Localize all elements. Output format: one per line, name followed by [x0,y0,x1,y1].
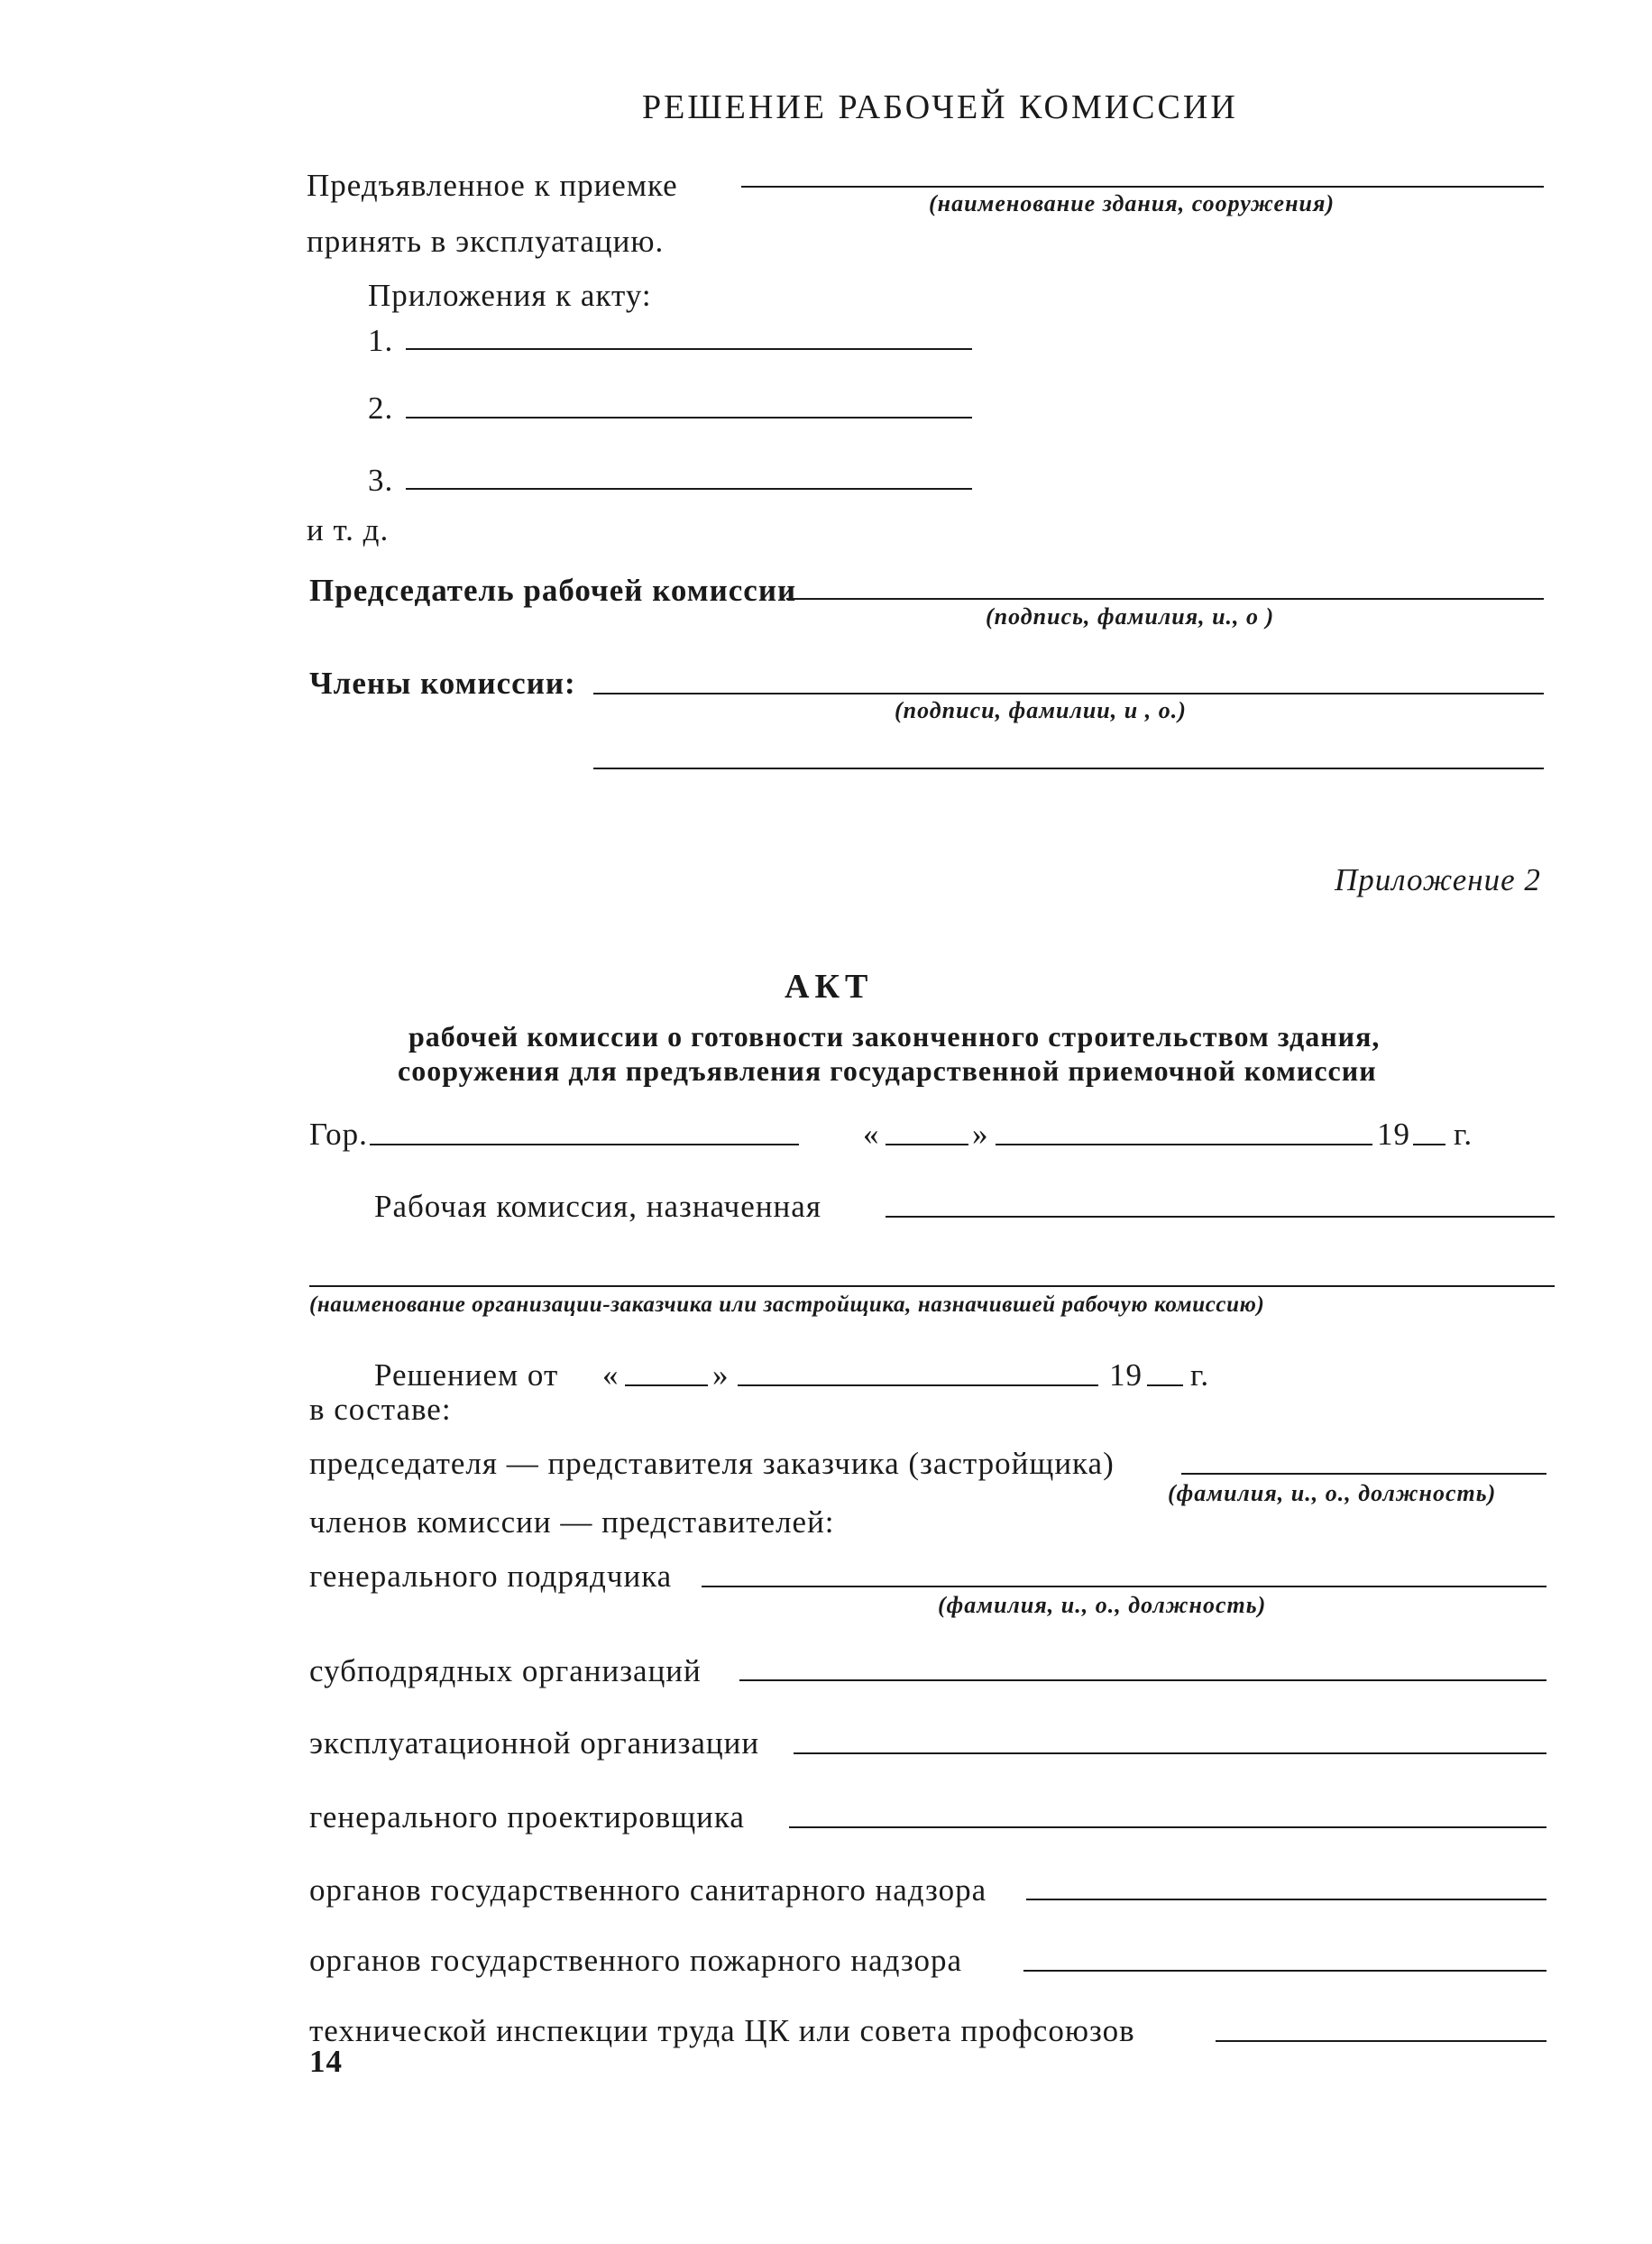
operating-org-field[interactable] [794,1752,1546,1754]
quote-open: « [863,1117,880,1152]
fire-label: органов государственного пожарного надзора [309,1943,963,1978]
members-label: Члены комиссии: [309,666,576,701]
composition-label: в составе: [309,1392,452,1427]
month-field[interactable] [996,1144,1372,1145]
page-number: 14 [309,2044,343,2079]
quote-close: » [712,1357,730,1393]
attachment-number: 2. [368,391,394,426]
etc-text: и т. д. [307,512,390,547]
chairman-caption: (подпись, фамилия, и., о ) [986,603,1275,630]
decision-month-field[interactable] [738,1384,1098,1386]
commission-appointed-field[interactable] [886,1216,1555,1218]
chairman-rep-caption: (фамилия, и., о., должность) [1168,1480,1497,1506]
year-prefix: 19 [1109,1357,1143,1393]
subcontractors-label: субподрядных организаций [309,1653,702,1688]
city-label: Гор. [309,1117,368,1152]
year-prefix: 19 [1377,1117,1410,1152]
general-designer-field[interactable] [789,1826,1546,1828]
city-field[interactable] [370,1144,799,1145]
decision-day-field[interactable] [625,1384,708,1386]
attachment-field-3[interactable] [406,488,972,490]
accept-text: принять в эксплуатацию. [307,224,665,259]
decision-from-label: Решением от [374,1357,559,1393]
members-signature-field-1[interactable] [593,693,1544,694]
fire-field[interactable] [1023,1970,1546,1972]
labor-inspection-label: технической инспекции труда ЦК или совета профсоюзов [309,2013,1135,2048]
members-caption: (подписи, фамилии, и , о.) [895,697,1187,723]
quote-close: » [972,1117,989,1152]
sanitary-label: органов государственного санитарного надзора [309,1872,987,1908]
presented-caption: (наименование здания, сооружения) [929,190,1335,216]
year-suffix: г. [1454,1117,1473,1152]
chairman-rep-label: председателя — представителя заказчика (застройщика) [309,1446,1115,1481]
general-contractor-caption: (фамилия, и., о., должность) [938,1592,1267,1618]
act-subtitle-line-2: сооружения для предъявления государственной приемочной комиссии [398,1054,1377,1087]
chairman-signature-field[interactable] [786,598,1544,600]
attachment-field-2[interactable] [406,417,972,418]
year-suffix: г. [1190,1357,1210,1393]
general-contractor-label: генерального подрядчика [309,1559,673,1594]
commission-label: Рабочая комиссия, назначенная [374,1189,821,1224]
members-reps-label: членов комиссии — представителей: [309,1504,835,1540]
attachments-label: Приложения к акту: [368,278,652,313]
organization-field[interactable] [309,1285,1555,1287]
quote-open: « [602,1357,620,1393]
organization-caption: (наименование организации-заказчика или застройщика, назначившей рабочую комиссию) [309,1292,1265,1317]
attachment-field-1[interactable] [406,348,972,350]
appendix-label: Приложение 2 [1335,862,1541,897]
year-field[interactable] [1413,1144,1446,1145]
members-signature-field-2[interactable] [593,768,1544,769]
act-title: АКТ [785,968,874,1006]
presented-field[interactable] [741,186,1544,188]
general-contractor-field[interactable] [702,1586,1546,1587]
chairman-rep-field[interactable] [1181,1473,1546,1475]
labor-inspection-field[interactable] [1216,2040,1546,2042]
act-subtitle-line-1: рабочей комиссии о готовности законченного строительством здания, [408,1020,1381,1053]
attachment-number: 3. [368,463,394,498]
day-field[interactable] [886,1144,968,1145]
attachment-number: 1. [368,323,394,358]
operating-org-label: эксплуатационной организации [309,1725,760,1761]
decision-title: РЕШЕНИЕ РАБОЧЕЙ КОМИССИИ [642,88,1238,126]
chairman-label: Председатель рабочей комиссии [309,573,797,608]
decision-year-field[interactable] [1147,1384,1183,1386]
sanitary-field[interactable] [1026,1899,1546,1900]
general-designer-label: генерального проектировщика [309,1799,745,1835]
presented-label: Предъявленное к приемке [307,168,678,203]
subcontractors-field[interactable] [739,1679,1546,1681]
